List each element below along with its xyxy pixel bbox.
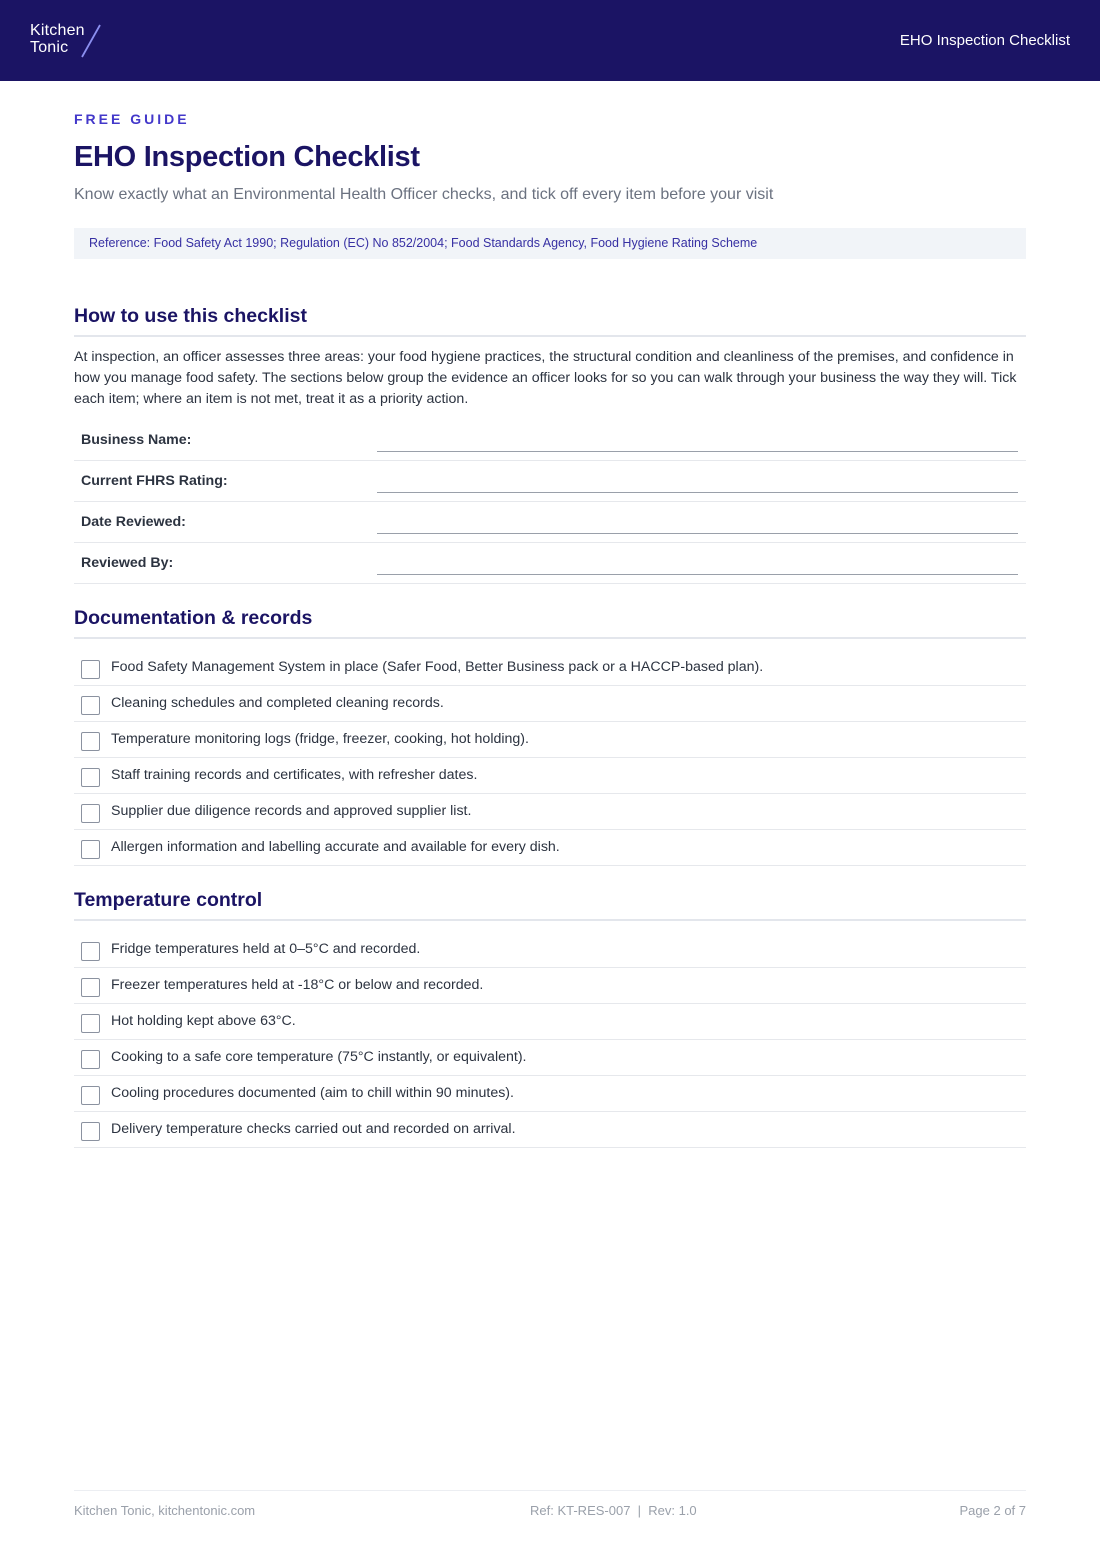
page-subtitle: Know exactly what an Environmental Health Officer checks, and tick off every item before your visit — [74, 186, 774, 203]
checkbox[interactable] — [81, 942, 100, 961]
checkbox[interactable] — [81, 840, 100, 859]
field-label: Current FHRS Rating: — [81, 473, 228, 489]
page-footer — [74, 1490, 1026, 1530]
checkbox[interactable] — [81, 1122, 100, 1141]
checklist-documentation — [74, 650, 1026, 866]
footer-company: Kitchen Tonic, kitchentonic.com — [74, 1503, 256, 1518]
field-row-fhrs-rating — [74, 461, 1026, 502]
reference-box: Reference: Food Safety Act 1990; Regulation (EC) No 852/2004; Food Standards Agency, Food Hygiene Rating Scheme — [74, 228, 1026, 259]
field-label: Date Reviewed: — [81, 514, 186, 530]
checklist-item-label: Allergen information and labelling accurate and available for every dish. — [111, 839, 560, 855]
checkbox[interactable] — [81, 1086, 100, 1105]
footer-reference: Ref: KT-RES-007 | Rev: 1.0 — [530, 1503, 697, 1518]
checklist-item[interactable] — [74, 758, 1026, 794]
checklist-temperature — [74, 932, 1026, 1148]
checklist-item[interactable] — [74, 1112, 1026, 1148]
checkbox[interactable] — [81, 732, 100, 751]
checklist-item[interactable] — [74, 968, 1026, 1004]
checklist-item[interactable] — [74, 722, 1026, 758]
footer-page-number: Page 2 of 7 — [959, 1503, 1026, 1518]
intro-paragraph: At inspection, an officer assesses three areas: your food hygiene practices, the structural condition and cleanliness of the premises, and confidence in how you manage food safety. The sections below group the evidence an officer looks for so you can walk through your business the way they will. Tick each item; where an item is not met, treat it as a priority action. — [74, 349, 1017, 407]
logo-slash-icon — [79, 24, 103, 58]
checklist-item-label: Fridge temperatures held at 0–5°C and recorded. — [111, 941, 421, 957]
kitchen-tonic-logo[interactable] — [30, 22, 110, 62]
date-reviewed-field[interactable] — [377, 533, 1018, 534]
checklist-item[interactable] — [74, 686, 1026, 722]
checklist-item[interactable] — [74, 932, 1026, 968]
checkbox[interactable] — [81, 1014, 100, 1033]
business-name-field[interactable] — [377, 451, 1018, 452]
review-details-form — [74, 420, 1026, 584]
checklist-item-label: Temperature monitoring logs (fridge, freezer, cooking, hot holding). — [111, 731, 529, 747]
field-row-reviewed-by — [74, 543, 1026, 584]
logo-text-line2: Tonic — [30, 39, 69, 56]
checklist-item-label: Cooking to a safe core temperature (75°C instantly, or equivalent). — [111, 1049, 527, 1065]
section-heading-how-to: How to use this checklist — [74, 305, 1026, 337]
field-row-date-reviewed — [74, 502, 1026, 543]
checkbox[interactable] — [81, 1050, 100, 1069]
logo-text-line1: Kitchen — [30, 22, 85, 39]
section-heading-documentation: Documentation & records — [74, 607, 1026, 639]
checkbox[interactable] — [81, 768, 100, 787]
checklist-item[interactable] — [74, 1040, 1026, 1076]
checkbox[interactable] — [81, 978, 100, 997]
checklist-item-label: Staff training records and certificates, with refresher dates. — [111, 767, 478, 783]
checklist-item-label: Supplier due diligence records and approved supplier list. — [111, 803, 472, 819]
checklist-item-label: Cleaning schedules and completed cleaning records. — [111, 695, 444, 711]
checkbox[interactable] — [81, 660, 100, 679]
checkbox[interactable] — [81, 696, 100, 715]
checklist-item[interactable] — [74, 830, 1026, 866]
field-label: Reviewed By: — [81, 555, 174, 571]
header-bar — [0, 0, 1100, 81]
checklist-item-label: Delivery temperature checks carried out and recorded on arrival. — [111, 1121, 516, 1137]
checklist-item[interactable] — [74, 1004, 1026, 1040]
checklist-item-label: Food Safety Management System in place (Safer Food, Better Business pack or a HACCP-based plan). — [111, 659, 764, 675]
checkbox[interactable] — [81, 804, 100, 823]
checklist-item-label: Freezer temperatures held at -18°C or below and recorded. — [111, 977, 484, 993]
field-row-business-name — [74, 420, 1026, 461]
eyebrow-label: FREE GUIDE — [74, 111, 190, 127]
field-label: Business Name: — [81, 432, 192, 448]
header-doc-title: EHO Inspection Checklist — [899, 32, 1070, 49]
reviewed-by-field[interactable] — [377, 574, 1018, 575]
checklist-item[interactable] — [74, 1076, 1026, 1112]
checklist-item[interactable] — [74, 650, 1026, 686]
checklist-item[interactable] — [74, 794, 1026, 830]
checklist-item-label: Hot holding kept above 63°C. — [111, 1013, 296, 1029]
section-heading-temperature: Temperature control — [74, 889, 1026, 921]
page-title: EHO Inspection Checklist — [74, 141, 420, 173]
fhrs-rating-field[interactable] — [377, 492, 1018, 493]
checklist-item-label: Cooling procedures documented (aim to chill within 90 minutes). — [111, 1085, 514, 1101]
